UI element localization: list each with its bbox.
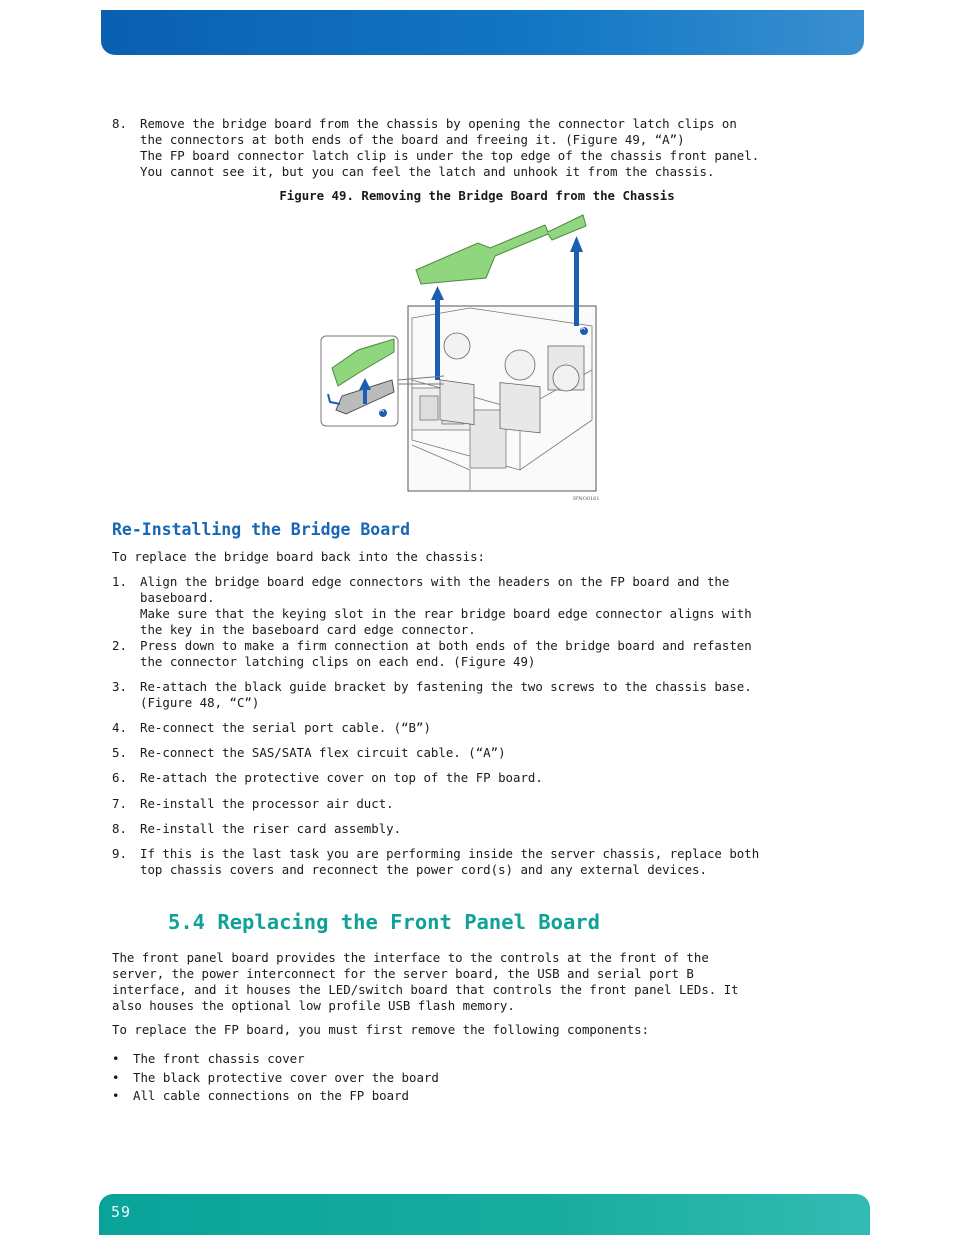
step-text: Remove the bridge board from the chassis by opening the connector latch clips on the connectors at both ends of the board and freeing it. (Figure 49, “A”) The FP board connector latch clip is under the top edge of the chassis front panel. You cannot see it, but you can feel the latch and unhook it from the chassis. (140, 116, 760, 179)
footer-bar (99, 1194, 870, 1235)
callout-a-label-inset: A (380, 407, 385, 414)
figure-code: IPNO0161 (573, 496, 600, 502)
subsection-heading: Re-Installing the Bridge Board (112, 520, 411, 539)
figure-illustration (0, 0, 954, 520)
section-paragraph: The front panel board provides the interface to the controls at the front of the server, the power interconnect for the server board, the USB and serial port B interface, and it houses the LED/switch board that controls the front panel LEDs. It also houses the optional low profile USB flash memory. (112, 950, 739, 1013)
figure-caption: Figure 49. Removing the Bridge Board from the Chassis (279, 188, 675, 203)
step-number: 8. (112, 116, 127, 131)
page-number: 59 (111, 1203, 132, 1221)
bullet-icon: • (112, 1070, 120, 1085)
reinstall-intro: To replace the bridge board back into the chassis: (112, 549, 485, 564)
section-lead-in: To replace the FP board, you must first remove the following components: (112, 1022, 650, 1037)
bullet-icon: • (112, 1051, 120, 1066)
bridge-board (416, 215, 586, 284)
callout-a-label-top: A (581, 325, 586, 332)
section-heading: 5.4 Replacing the Front Panel Board (168, 910, 600, 934)
bullet-icon: • (112, 1088, 120, 1103)
